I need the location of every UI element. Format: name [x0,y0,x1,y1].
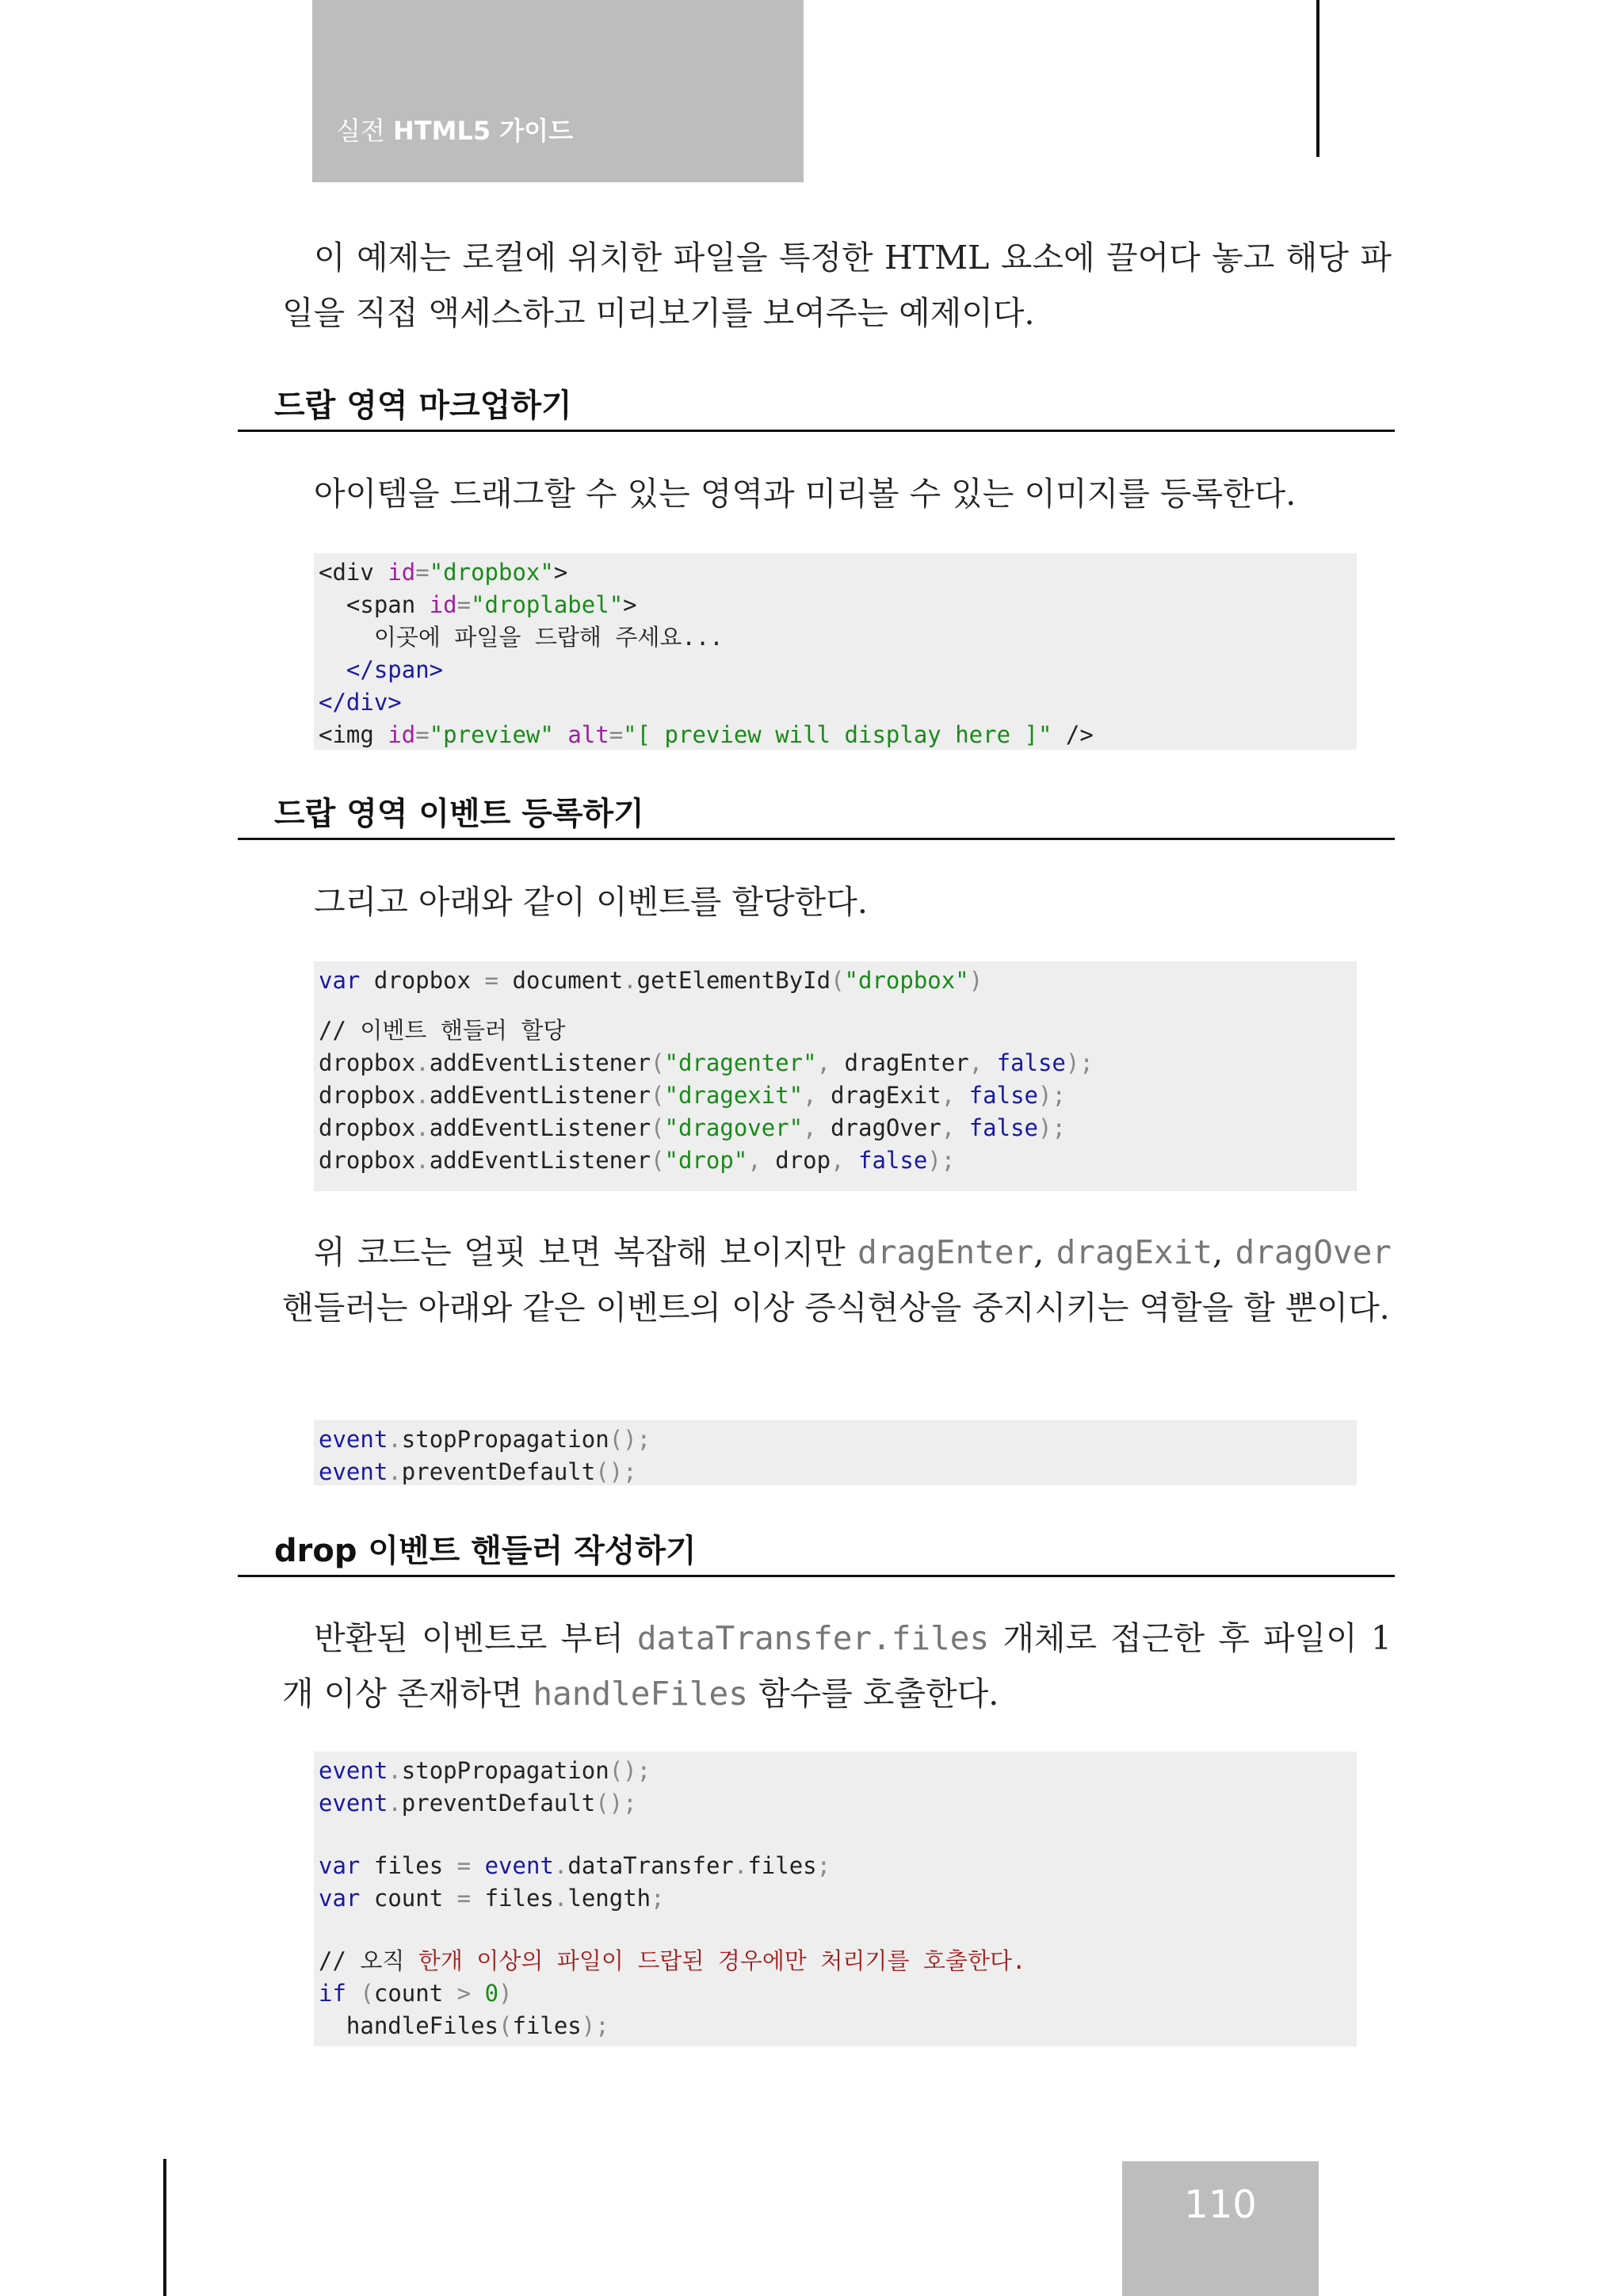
page-number: 110 [1184,2183,1257,2227]
code-line: dropbox.addEventListener("dragover", dragOver, false); [319,1114,1066,1141]
code-line: handleFiles(files); [346,2012,609,2039]
code-line: dropbox.addEventListener("dragenter", dragEnter, false); [319,1049,1094,1076]
code-comment: // 이벤트 핸들러 할당 [319,1017,566,1044]
code-line: dropbox.addEventListener("dragexit", dragExit, false); [319,1082,1066,1109]
bottom-rule-vertical [163,2159,166,2296]
intro-paragraph: 이 예제는 로컬에 위치한 파일을 특정한 HTML 요소에 끌어다 놓고 해당 파일을 직접 액세스하고 미리보기를 보여주는 예제이다. [282,239,1392,332]
explanation-paragraph: 위 코드는 얼핏 보면 복잡해 보이지만 dragEnter, dragExit, dragOver 핸들러는 아래와 같은 이벤트의 이상 증식현상을 중지시키는 역할을 할 뿐이다. [282,1233,1392,1327]
section3-text: 반환된 이벤트로 부터 dataTransfer.files 개체로 접근한 후 파일이 1개 이상 존재하면 handleFiles 함수를 호출한다. [282,1619,1392,1713]
code-block-stop [314,1420,1357,1485]
page-number-block [1122,2161,1319,2296]
section-rule [238,430,1395,432]
section-title-drop-handler: drop 이벤트 핸들러 작성하기 [274,1533,697,1569]
code-line: </div> [319,689,402,716]
code-line: event.stopPropagation(); [319,1426,651,1453]
code-comment: // 오직 한개 이상의 파일이 드랍된 경우에만 처리기를 호출한다. [319,1947,1026,1974]
code-line: dropbox.addEventListener("drop", drop, false); [319,1147,956,1174]
code-line: if (count > 0) [319,1980,513,2007]
running-header-ko: 실전 [336,116,385,146]
header-block [312,0,804,182]
section-title-markup: 드랍 영역 마크업하기 [274,388,572,424]
code-line: <span id="droplabel"> [346,591,637,618]
section-title-events: 드랍 영역 이벤트 등록하기 [274,796,644,832]
top-rule-vertical [1316,0,1319,157]
running-header [336,111,573,147]
code-line: 이곳에 파일을 드랍해 주세요... [373,624,724,651]
code-line: </span> [346,656,444,683]
section1-text: 아이템을 드래그할 수 있는 영역과 미리볼 수 있는 이미지를 등록한다. [314,475,1296,513]
code-block-drop [314,1752,1357,2046]
code-line: <img id="preview" alt="[ preview will display here ]" /> [319,721,1094,748]
section-rule [238,1575,1395,1577]
section2-text: 그리고 아래와 같이 이벤트를 할당한다. [314,883,868,921]
code-line: <div id="dropbox"> [319,559,568,586]
section-rule [238,838,1395,840]
code-block-markup [314,553,1357,750]
code-line: event.preventDefault(); [319,1458,637,1485]
code-line: event.preventDefault(); [319,1790,637,1817]
code-line: var count = files.length; [319,1885,665,1912]
code-line: var dropbox = document.getElementById("dropbox") [319,967,983,994]
code-line: event.stopPropagation(); [319,1757,651,1784]
running-header-en: HTML5 가이드 [393,116,573,146]
code-block-events [314,961,1357,1191]
code-line: var files = event.dataTransfer.files; [319,1852,831,1879]
